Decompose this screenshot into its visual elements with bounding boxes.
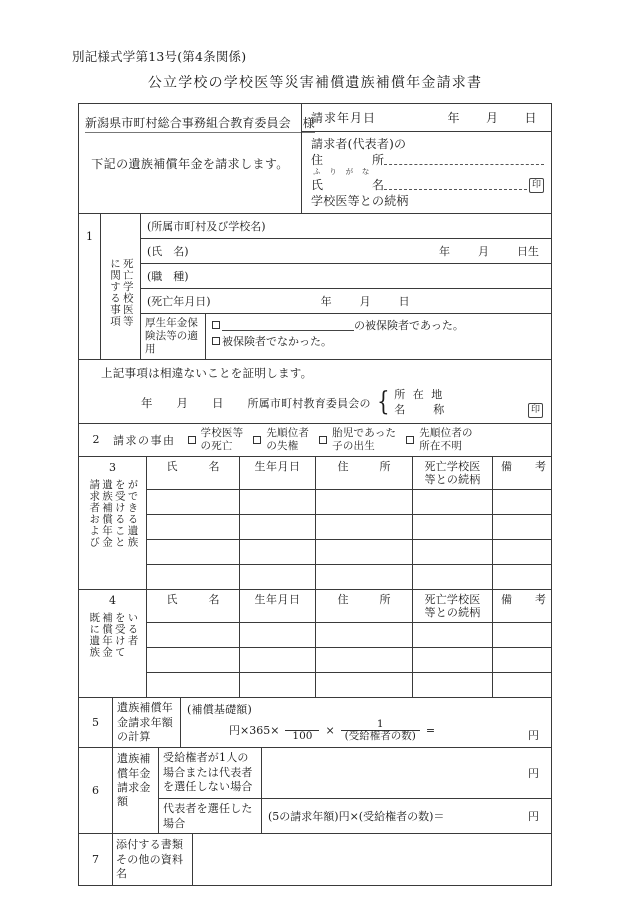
section-5 [79,698,551,748]
certification-day[interactable]: 日 [212,395,224,410]
section-1-number-col [79,214,101,359]
claimant-furigana-label: ふ り が な [313,167,373,177]
formula-fraction-1[interactable] [285,718,319,742]
checkbox-icon[interactable] [253,436,261,444]
certification-year[interactable]: 年 [141,395,153,410]
section-7 [79,834,551,885]
cell-name[interactable] [147,623,240,647]
reason-option-unknown-line2: 所在不明 [419,439,463,452]
section-3-grid [147,457,551,589]
column-header-address: 住 所 [316,590,413,622]
claimant-address-label: 住 所 [311,153,385,168]
cell-note[interactable] [493,565,551,589]
claimant-name-label: 氏 名 [311,177,385,192]
cell-dob[interactable] [240,540,316,564]
section-6-number: 6 [79,748,113,833]
section-4-grid [147,590,551,697]
cell-relation[interactable] [413,565,493,589]
benefit-formula[interactable] [187,718,543,742]
addressee-claimant-row [79,104,551,214]
formula-fraction-2-denominator: (受給権者の数) [344,729,416,742]
section-2-reasons [79,424,551,456]
formula-equals: = [425,723,436,737]
section-7-label: 添付する書類その他の資料名 [113,834,193,885]
claim-date-row [302,104,551,132]
reason-option-birth-line2: 子の出生 [332,439,375,452]
table-row[interactable] [147,540,551,565]
cell-note[interactable] [493,623,551,647]
column-header-dob: 生年月日 [240,590,316,622]
page-title: 公立学校の学校医等災害補償遺族補償年金請求書 [147,75,483,91]
table-row[interactable] [147,648,551,673]
section-6-case-2-formula: (5の請求年額)円×(受給権者の数)＝ [268,810,445,824]
section-4-vertical-4: 既に遺族 [88,611,101,658]
document-number: 別記様式学第13号(第4条関係) [72,49,247,64]
certification-statement: 上記事項は相違ないことを証明します。 [101,366,313,381]
reason-option-birth[interactable] [319,427,396,453]
section-3-label-col [79,457,147,589]
cell-note[interactable] [493,540,551,564]
checkbox-icon[interactable] [319,436,327,444]
cell-address[interactable] [316,490,413,514]
insurance-label: 厚生年金保険法等の適用 [141,314,206,359]
reason-option-forfeiture[interactable] [253,427,309,453]
school-name-row[interactable] [141,214,551,239]
death-month[interactable]: 月 [359,295,371,308]
column-header-note: 備 考 [501,459,552,473]
section-5-calculation [181,698,551,747]
deceased-name-label: (氏 名) [147,245,189,258]
section-7-number: 7 [79,834,113,885]
section-5-label: 遺族補償年金請求年額の計算 [113,698,181,747]
insurance-option-1-text: の被保険者であった。 [354,319,464,332]
formula-fraction-1-denominator: 100 [292,730,313,743]
cell-dob[interactable] [240,648,316,672]
claimant-address-input[interactable] [384,163,544,165]
addressee-name: 新潟県市町村総合事務組合教育委員会 様 [85,114,315,133]
cell-name[interactable] [147,565,240,589]
claimant-block [301,104,551,213]
formula-yen: 円 [229,724,240,738]
cell-name[interactable] [147,490,240,514]
section-6-case-1-row [159,748,551,799]
section-4-number: 4 [109,593,116,607]
section-4-vertical-2: を受けて [113,611,126,658]
certification-issuer-row [87,388,543,417]
cell-note[interactable] [493,490,551,514]
claimant-relation-label: 学校医等との続柄 [311,193,409,208]
column-header-relation-line2: 等との続柄 [424,606,481,620]
reason-option-death-line2: の死亡 [200,439,233,452]
death-date-label: (死亡年月日) [147,295,211,308]
section-2-number: 2 [92,433,100,447]
cell-name[interactable] [147,515,240,539]
section-3-vertical-4: 請求者および [88,478,101,548]
formula-times-1: × [240,723,250,737]
cell-name[interactable] [147,540,240,564]
certification-month[interactable]: 月 [176,395,188,410]
cell-dob[interactable] [240,515,316,539]
cell-address[interactable] [316,540,413,564]
table-row[interactable] [147,623,551,648]
claim-date-day[interactable]: 日 [524,111,537,125]
cell-address[interactable] [316,565,413,589]
form-table [78,103,552,886]
table-row[interactable] [147,490,551,515]
checkbox-icon[interactable] [406,436,414,444]
section-2-title: 請求の事由 [113,433,176,447]
section-4 [79,590,551,698]
cell-address[interactable] [316,648,413,672]
reason-option-death-line1: 学校医等 [200,426,244,439]
cell-name[interactable] [147,673,240,697]
reason-option-birth-line1: 胎児であった [332,426,397,439]
claimant-fields [302,132,551,213]
cell-address[interactable] [316,515,413,539]
section-4-vertical-1: いる者 [126,611,139,647]
claimant-heading: 請求者(代表者)の [311,137,407,151]
section-1-vertical-right: 死亡学校医等 [121,258,134,327]
claimant-name-row [311,177,544,193]
section-6-cases [159,748,551,833]
insurance-option-1[interactable] [212,318,545,334]
formula-fraction-2-numerator: 1 [376,717,384,730]
birth-day[interactable]: 日生 [517,245,539,258]
section-3-vertical-3: 遺族補償年金 [101,478,113,548]
table-header-row [147,457,551,490]
claimant-name-input[interactable] [384,188,527,190]
cell-dob[interactable] [240,623,316,647]
cell-relation[interactable] [413,490,493,514]
certification-row [79,360,551,424]
section-6-label: 遺族補償年金請求金額 [113,748,159,833]
birth-year[interactable]: 年 [439,245,450,258]
cell-name[interactable] [147,648,240,672]
section-6-case-2-unit: 円 [528,810,539,824]
occupation-row[interactable] [141,264,551,289]
certification-location-label: 所 在 地 [394,388,445,402]
cell-dob[interactable] [240,490,316,514]
table-header-row [147,590,551,623]
cell-dob[interactable] [240,565,316,589]
brace-icon: { [376,387,390,418]
death-year[interactable]: 年 [320,295,332,308]
formula-fraction-2 [341,719,420,743]
cell-relation[interactable] [413,540,493,564]
column-header-dob: 生年月日 [240,457,316,489]
section-6 [79,748,551,834]
section-6-case-2-value[interactable] [262,799,551,833]
cell-relation[interactable] [413,623,493,647]
reason-option-death[interactable] [188,427,244,453]
claim-date-month[interactable]: 月 [485,111,499,125]
cell-note[interactable] [493,648,551,672]
column-header-relation [413,590,493,622]
section-7-input[interactable] [193,834,551,868]
section-6-case-1-unit: 円 [528,767,539,781]
table-row[interactable] [147,565,551,589]
birth-month[interactable]: 月 [478,245,489,258]
checkbox-icon[interactable] [212,337,220,345]
claim-date-label: 請求年月日 [311,111,377,125]
formula-fraction-1-numerator[interactable] [285,718,319,730]
section-2 [79,424,551,457]
occupation-label: (職 種) [147,270,189,283]
death-date-row[interactable] [141,289,551,314]
insurance-name-input[interactable] [222,319,354,331]
section-1-number: 1 [86,230,93,243]
cell-note[interactable] [493,515,551,539]
section-3 [79,457,551,590]
claim-date-year[interactable]: 年 [447,111,460,125]
seal-icon: 印 [529,178,544,193]
cell-relation[interactable] [413,515,493,539]
section-6-case-2-row [159,799,551,833]
school-name-label: (所属市町村及び学校名) [147,220,266,233]
section-5-result-unit: 円 [528,729,539,743]
cell-relation[interactable] [413,648,493,672]
reason-option-forfeiture-line2: の失権 [266,439,299,452]
column-header-relation [413,457,493,489]
section-5-number: 5 [79,698,113,747]
cell-relation[interactable] [413,673,493,697]
death-day[interactable]: 日 [398,295,410,308]
formula-times-2: × [270,723,280,737]
column-header-name: 氏 名 [147,457,240,489]
column-header-relation-line1: 死亡学校医 [424,592,481,606]
cell-address[interactable] [316,623,413,647]
section-4-label-col [79,590,147,697]
reason-option-forfeiture-line1: 先順位者 [266,426,310,439]
section-1 [79,214,551,360]
column-header-relation-line1: 死亡学校医 [424,459,481,473]
request-sentence: 下記の遺族補償年金を請求します。 [91,157,289,171]
column-header-name: 氏 名 [147,590,240,622]
reason-option-unknown-line1: 先順位者の [419,426,473,439]
column-header-relation-line2: 等との続柄 [424,472,481,486]
section-1-vertical-left: に関する事項 [109,258,121,327]
claimant-address-row [311,152,544,168]
certification-issuer: 所属市町村教育委員会の [247,396,371,410]
column-header-note: 備 考 [501,592,552,606]
section-6-case-1-label: 受給権者が1人の場合または代表者を選任しない場合 [159,748,262,798]
cell-address[interactable] [316,673,413,697]
formula-times-3: × [325,723,335,737]
insurance-options [206,314,551,359]
cell-note[interactable] [493,673,551,697]
compensation-base-label: (補償基礎額) [187,703,252,717]
section-6-case-1-value[interactable] [262,748,551,798]
insurance-option-2-text: 被保険者でなかった。 [222,334,332,348]
reason-option-unknown[interactable] [406,427,473,453]
section-1-fields [141,214,551,359]
certification-orgname-label: 名 称 [394,402,447,416]
section-3-vertical-2: を受けること [113,478,126,548]
section-6-case-2-label: 代表者を選任した場合 [159,799,262,833]
section-3-number: 3 [109,460,116,474]
column-header-address: 住 所 [316,457,413,489]
formula-days: 365 [249,723,271,737]
certification-block [79,360,551,423]
table-row[interactable] [147,515,551,540]
checkbox-icon[interactable] [212,321,220,329]
addressee-block [79,104,315,213]
cell-dob[interactable] [240,673,316,697]
section-1-label-col [101,214,141,359]
section-4-vertical-3: 補償年金 [101,611,113,658]
insurance-row [141,314,551,359]
deceased-name-row[interactable] [141,239,551,264]
checkbox-icon[interactable] [188,436,196,444]
section-3-vertical-1: ができる遺族 [126,478,139,548]
seal-icon: 印 [528,403,543,418]
insurance-option-2[interactable] [212,334,545,350]
table-row[interactable] [147,673,551,697]
